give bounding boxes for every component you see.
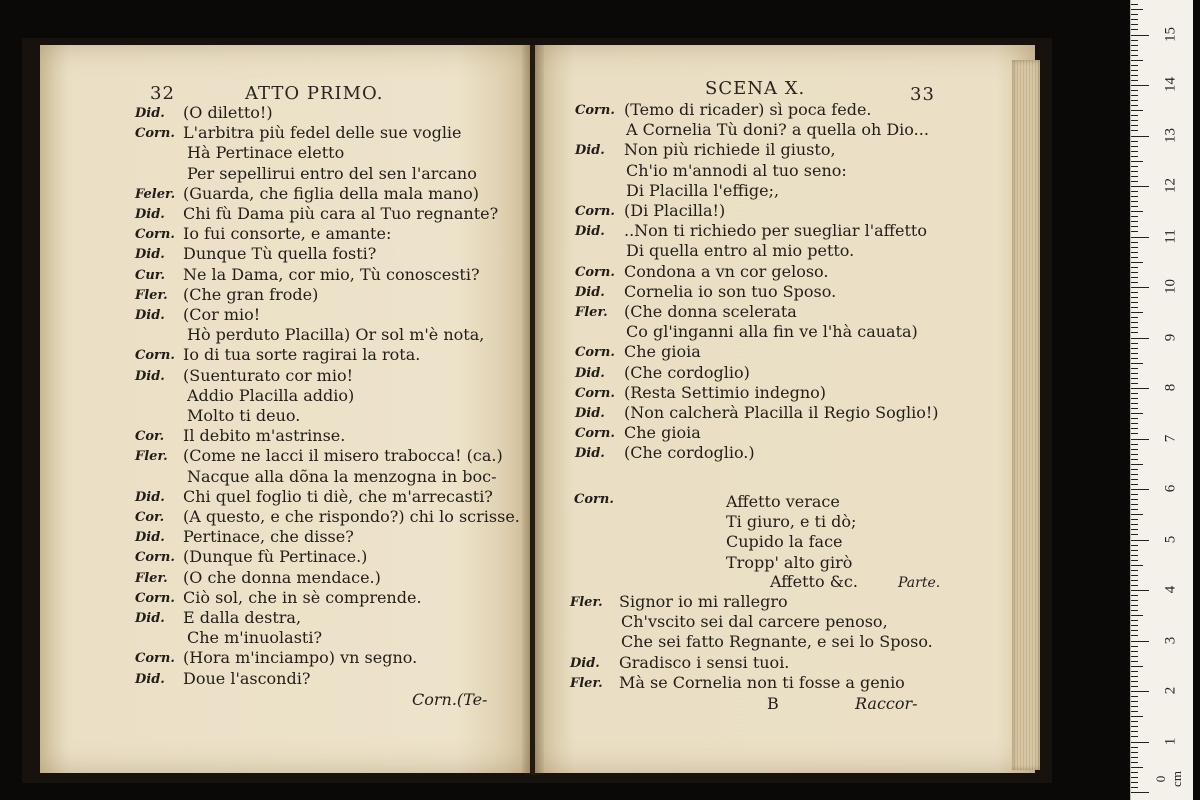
exit-note: Parte. <box>898 575 941 591</box>
ruler-tick <box>1131 555 1138 556</box>
gutter-shadow <box>522 45 544 775</box>
verse-line: Non più richiede il giusto, <box>624 140 836 160</box>
ruler-tick <box>1131 600 1138 601</box>
ruler-tick <box>1131 297 1138 298</box>
verse-line: Io fui consorte, e amante: <box>183 224 392 244</box>
verse-line: Ch'io m'annodi al tuo seno: <box>626 160 847 180</box>
ruler-tick <box>1131 24 1138 25</box>
ruler-tick <box>1131 206 1138 207</box>
verse-line: Io di tua sorte ragirai la rota. <box>183 345 421 365</box>
ruler-tick <box>1131 408 1138 409</box>
verse-line: Nacque alla dõna la menzogna in boc- <box>187 466 497 486</box>
verse-line: (Dunque fù Pertinace.) <box>183 547 368 567</box>
ruler-tick <box>1131 605 1138 606</box>
speaker-label: Fler. <box>575 305 608 320</box>
ruler-tick <box>1131 721 1138 722</box>
ruler-tick <box>1131 282 1138 283</box>
verse-line: Hà Pertinace eletto <box>187 143 345 163</box>
ruler-tick <box>1131 545 1138 546</box>
ruler-tick <box>1131 423 1138 424</box>
ruler-tick <box>1131 706 1138 707</box>
ruler-number: 4 <box>1162 585 1179 594</box>
ruler-tick <box>1131 398 1138 399</box>
ruler-tick <box>1131 529 1138 530</box>
ruler-tick <box>1131 454 1138 455</box>
speaker-label: Did. <box>575 446 605 462</box>
ruler-tick <box>1131 519 1138 520</box>
ruler-tick <box>1131 681 1138 682</box>
speaker-label: Did. <box>575 406 605 421</box>
ruler-tick <box>1131 161 1143 162</box>
ruler-tick <box>1131 353 1138 354</box>
ruler-tick <box>1131 615 1143 616</box>
ruler-tick <box>1131 550 1138 551</box>
ruler-tick <box>1131 40 1138 41</box>
ruler-tick <box>1131 70 1138 71</box>
ruler-tick <box>1131 146 1138 147</box>
ruler-tick <box>1131 343 1138 344</box>
ruler-tick <box>1131 666 1143 667</box>
ruler-tick <box>1131 610 1138 611</box>
ruler-number: 1 <box>1162 737 1179 745</box>
ruler-tick <box>1131 151 1138 152</box>
signature-mark: B <box>767 694 779 713</box>
speaker-label: Fler. <box>135 570 168 586</box>
ruler-tick <box>1131 95 1138 96</box>
verse-line: Cornelia io son tuo Sposo. <box>624 281 837 301</box>
verse-line: Mà se Cornelia non ti fosse a genio <box>619 672 905 692</box>
ruler-tick <box>1131 35 1149 36</box>
verse-line: Ch'vscito sei dal carcere penoso, <box>621 612 888 632</box>
ruler-tick <box>1131 14 1138 15</box>
ruler-tick <box>1131 287 1149 288</box>
ruler-number: 9 <box>1162 333 1179 341</box>
speaker-label: Corn. <box>135 227 175 243</box>
ruler-tick <box>1131 524 1138 525</box>
ruler-tick <box>1131 181 1138 182</box>
ruler-tick <box>1131 221 1138 222</box>
speaker-label: Fler. <box>135 287 168 303</box>
ruler-tick <box>1131 514 1143 515</box>
ruler-tick <box>1131 433 1138 434</box>
speaker-label: Feler. <box>135 186 176 202</box>
speaker-label: Did. <box>135 489 165 505</box>
ruler-tick <box>1131 358 1138 359</box>
ruler-tick <box>1131 499 1138 500</box>
ruler-tick <box>1131 792 1149 793</box>
ruler-tick <box>1131 302 1138 303</box>
ruler-tick <box>1131 736 1138 737</box>
verse-line: Signor io mi rallegro <box>619 592 788 611</box>
ruler-tick <box>1131 226 1138 227</box>
ruler-tick <box>1131 646 1138 647</box>
verse-line: (Cor mio! <box>183 305 261 324</box>
ruler-tick <box>1131 130 1138 131</box>
ruler-tick <box>1131 716 1143 717</box>
verse-line: (Temo di ricader) sì poca fede. <box>624 100 872 119</box>
ruler-number: 14 <box>1162 77 1179 92</box>
verse-line: Condona a vn cor geloso. <box>624 261 829 281</box>
speaker-label: Did. <box>135 671 165 687</box>
ruler-tick <box>1131 469 1138 470</box>
ruler-tick <box>1131 570 1138 571</box>
ruler-tick <box>1131 50 1138 51</box>
ruler-tick <box>1131 60 1143 61</box>
ruler-tick <box>1131 787 1138 788</box>
speaker-label: Did. <box>135 106 165 121</box>
ruler-tick <box>1131 338 1149 339</box>
speaker-label: Corn. <box>575 385 615 401</box>
verse-line: (Che donna scelerata <box>624 302 797 321</box>
ruler-tick <box>1131 757 1138 758</box>
verse-line: Chi fù Dama più cara al Tuo regnante? <box>183 204 499 223</box>
ruler-tick <box>1131 211 1143 212</box>
speaker-label: Corn. <box>135 126 175 142</box>
ruler-tick <box>1131 580 1138 581</box>
left-page-header: ATTO PRIMO. <box>245 83 384 104</box>
ruler-tick <box>1131 560 1138 561</box>
ruler-tick <box>1131 651 1138 652</box>
ruler-tick <box>1131 630 1138 631</box>
ruler-tick <box>1131 595 1138 596</box>
ruler-tick <box>1131 742 1149 743</box>
ruler-tick <box>1131 125 1138 126</box>
ruler-tick <box>1131 141 1138 142</box>
ruler-tick <box>1131 171 1138 172</box>
ruler-tick <box>1131 191 1138 192</box>
ruler-tick <box>1131 277 1138 278</box>
ruler-tick <box>1131 9 1143 10</box>
ruler-number: 10 <box>1162 279 1179 294</box>
verse-line: Molto ti deuo. <box>187 406 301 425</box>
verse-line: Di Placilla l'effige;, <box>626 180 780 200</box>
ruler-tick <box>1131 19 1138 20</box>
ruler-tick <box>1131 247 1138 248</box>
ruler-tick <box>1131 439 1149 440</box>
right-catchword: Raccor- <box>855 694 918 713</box>
verse-line: A Cornelia Tù doni? a quella oh Dio... <box>626 120 929 140</box>
verse-line: Hò perduto Placilla) Or sol m'è nota, <box>187 325 485 345</box>
ruler-tick <box>1131 322 1138 323</box>
speaker-label: Corn. <box>575 345 615 361</box>
aria-end: Affetto &c. <box>770 572 858 591</box>
ruler-number: 11 <box>1162 228 1179 244</box>
ruler-tick <box>1131 444 1138 445</box>
verse-line: (Come ne lacci il misero trabocca! (ca.) <box>183 446 503 466</box>
ruler-tick <box>1131 332 1138 333</box>
ruler-tick <box>1131 201 1138 202</box>
verse-line: (Di Placilla!) <box>624 201 726 220</box>
ruler-tick <box>1131 585 1138 586</box>
ruler-tick <box>1131 4 1138 5</box>
ruler-tick <box>1131 383 1138 384</box>
ruler-tick <box>1131 90 1138 91</box>
ruler-tick <box>1131 635 1138 636</box>
speaker-label: Corn. <box>135 590 175 606</box>
ruler-tick <box>1131 731 1138 732</box>
ruler-tick <box>1131 75 1138 76</box>
verse-line: (Che gran frode) <box>183 284 319 304</box>
left-page-number: 32 <box>150 83 175 104</box>
ruler-tick <box>1131 403 1138 404</box>
ruler-tick <box>1131 671 1138 672</box>
ruler-tick <box>1131 575 1138 576</box>
ruler-tick <box>1131 136 1149 137</box>
verse-line: Ciò sol, che in sè comprende. <box>183 587 422 607</box>
verse-line: (Che cordoglio.) <box>624 443 755 463</box>
ruler-tick <box>1131 711 1138 712</box>
verse-line: (Che cordoglio) <box>624 362 750 382</box>
ruler-tick <box>1131 317 1138 318</box>
ruler-tick <box>1131 418 1138 419</box>
verse-line: Che gioia <box>624 423 701 443</box>
ruler-tick <box>1131 231 1138 232</box>
ruler-tick <box>1131 474 1138 475</box>
verse-line: Ne la Dama, cor mio, Tù conoscesti? <box>183 264 480 284</box>
ruler-tick <box>1131 272 1138 273</box>
speaker-label: Did. <box>575 143 605 159</box>
ruler-tick <box>1131 509 1138 510</box>
ruler-tick <box>1131 307 1138 308</box>
speaker-label: Fler. <box>570 595 603 610</box>
verse-line: (Suenturato cor mio! <box>183 365 354 385</box>
ruler-tick <box>1131 45 1138 46</box>
ruler-tick <box>1131 156 1138 157</box>
ruler-tick <box>1131 267 1138 268</box>
speaker-label: Did. <box>575 284 605 300</box>
ruler-number: 8 <box>1162 383 1179 392</box>
speaker-label: Did. <box>135 247 165 263</box>
ruler-tick <box>1131 363 1143 364</box>
ruler-tick <box>1131 464 1143 465</box>
ruler-tick <box>1131 696 1138 697</box>
ruler-tick <box>1131 262 1143 263</box>
verse-line: Il debito m'astrinse. <box>183 426 346 446</box>
ruler-tick <box>1131 348 1138 349</box>
speaker-label: Corn. <box>575 103 615 118</box>
ruler-tick <box>1131 620 1138 621</box>
right-page-header: SCENA X. <box>705 78 806 99</box>
ruler-tick <box>1131 479 1138 480</box>
speaker-label: Fler. <box>135 449 168 465</box>
ruler-tick <box>1131 459 1138 460</box>
ruler-tick <box>1131 80 1138 81</box>
ruler-tick <box>1131 590 1149 591</box>
speaker-label: Did. <box>135 530 165 546</box>
ruler-number: 3 <box>1162 636 1179 644</box>
speaker-label: Did. <box>135 611 165 626</box>
ruler-tick <box>1131 292 1138 293</box>
measurement-ruler <box>1130 0 1193 800</box>
verse-line: Pertinace, che disse? <box>183 527 354 547</box>
ruler-tick <box>1131 762 1138 763</box>
verse-line: (O diletto!) <box>183 103 273 122</box>
ruler-tick <box>1131 110 1143 111</box>
ruler-tick <box>1131 752 1138 753</box>
verse-line: (A questo, e che rispondo?) chi lo scrisse. <box>183 507 520 526</box>
left-catchword: Corn.(Te- <box>412 690 488 709</box>
ruler-tick <box>1131 393 1138 394</box>
verse-line: (O che donna mendace.) <box>183 567 381 587</box>
ruler-tick <box>1131 29 1138 30</box>
ruler-tick <box>1131 378 1138 379</box>
aria-line: Ti giuro, e ti dò; <box>726 512 857 532</box>
ruler-tick <box>1131 237 1149 238</box>
ruler-tick <box>1131 105 1138 106</box>
verse-line: Doue l'ascondi? <box>183 668 311 688</box>
ruler-number: 15 <box>1162 26 1179 42</box>
speaker-label: Did. <box>135 368 165 384</box>
verse-line: Chi quel foglio ti diè, che m'arrecasti? <box>183 486 493 506</box>
verse-line: Gradisco i sensi tuoi. <box>619 652 790 672</box>
ruler-number: 12 <box>1162 178 1179 193</box>
ruler-tick <box>1131 676 1138 677</box>
ruler-tick <box>1131 252 1138 253</box>
ruler-tick <box>1131 782 1138 783</box>
ruler-number: 13 <box>1162 127 1179 143</box>
aria-speaker: Corn. <box>574 492 614 507</box>
ruler-tick <box>1131 242 1138 243</box>
ruler-tick <box>1131 691 1149 692</box>
speaker-label: Corn. <box>135 550 175 566</box>
ruler-number: 5 <box>1162 535 1179 543</box>
ruler-tick <box>1131 534 1138 535</box>
ruler-tick <box>1131 625 1138 626</box>
ruler-tick <box>1131 565 1143 566</box>
speaker-label: Cor. <box>135 429 165 445</box>
ruler-tick <box>1131 686 1138 687</box>
ruler-tick <box>1131 186 1149 187</box>
verse-line: ..Non ti richiedo per suegliar l'affetto <box>624 221 927 241</box>
verse-line: Di quella entro al mio petto. <box>626 241 855 261</box>
ruler-number: 7 <box>1162 434 1179 442</box>
speaker-label: Cur. <box>135 267 165 283</box>
ruler-tick <box>1131 413 1143 414</box>
ruler-tick <box>1131 767 1143 768</box>
ruler-tick <box>1131 641 1149 642</box>
ruler-tick <box>1131 166 1138 167</box>
verse-line: (Non calcherà Placilla il Regio Soglio!) <box>624 403 939 422</box>
ruler-tick <box>1131 388 1149 389</box>
ruler-tick <box>1131 701 1138 702</box>
aria-line: Tropp' alto girò <box>726 552 853 572</box>
ruler-tick <box>1131 368 1138 369</box>
speaker-label: Corn. <box>575 426 615 442</box>
ruler-tick <box>1131 726 1138 727</box>
speaker-label: Did. <box>575 365 605 381</box>
aria-line: Affetto verace <box>726 492 840 511</box>
speaker-label: Did. <box>575 224 605 240</box>
verse-line: Che m'inuolasti? <box>187 628 323 648</box>
ruler-tick <box>1131 484 1138 485</box>
ruler-tick <box>1131 65 1138 66</box>
verse-line: Per sepellirui entro del sen l'arcano <box>187 163 477 183</box>
ruler-tick <box>1131 120 1138 121</box>
ruler-tick <box>1131 327 1138 328</box>
speaker-label: Did. <box>135 308 165 323</box>
speaker-label: Corn. <box>135 348 175 364</box>
speaker-label: Corn. <box>575 264 615 280</box>
ruler-tick <box>1131 115 1138 116</box>
ruler-tick <box>1131 312 1143 313</box>
ruler-tick <box>1131 100 1138 101</box>
speaker-label: Corn. <box>135 651 175 667</box>
speaker-label: Cor. <box>135 510 165 525</box>
ruler-tick <box>1131 257 1138 258</box>
ruler-number: 6 <box>1162 484 1179 493</box>
verse-line: Co gl'inganni alla fin ve l'hà cauata) <box>626 322 918 342</box>
verse-line: Che sei fatto Regnante, e sei lo Sposo. <box>621 632 933 652</box>
page-edges <box>1012 60 1040 770</box>
ruler-tick <box>1131 85 1149 86</box>
ruler-unit-label: 0 cm <box>1153 771 1184 787</box>
ruler-tick <box>1131 661 1138 662</box>
verse-line: Addio Placilla addio) <box>187 385 355 405</box>
verse-line: E dalla destra, <box>183 608 302 627</box>
ruler-tick <box>1131 428 1138 429</box>
ruler-tick <box>1131 540 1149 541</box>
speaker-label: Corn. <box>575 204 615 219</box>
aria-line: Cupido la face <box>726 532 843 552</box>
ruler-tick <box>1131 504 1138 505</box>
ruler-tick <box>1131 777 1138 778</box>
ruler-tick <box>1131 373 1138 374</box>
verse-line: (Hora m'inciampo) vn segno. <box>183 648 418 668</box>
verse-line: (Guarda, che figlia della mala mano) <box>183 183 479 203</box>
ruler-tick <box>1131 489 1149 490</box>
verse-line: Dunque Tù quella fosti? <box>183 244 377 264</box>
ruler-tick <box>1131 449 1138 450</box>
ruler-tick <box>1131 494 1138 495</box>
speaker-label: Did. <box>135 207 165 222</box>
right-page-number: 33 <box>910 84 935 105</box>
verse-line: (Resta Settimio indegno) <box>624 382 826 402</box>
speaker-label: Did. <box>570 655 600 671</box>
speaker-label: Fler. <box>570 675 603 691</box>
ruler-tick <box>1131 772 1138 773</box>
ruler-tick <box>1131 656 1138 657</box>
ruler-tick <box>1131 196 1138 197</box>
ruler-number: 2 <box>1162 686 1179 695</box>
verse-line: L'arbitra più fedel delle sue voglie <box>183 123 462 143</box>
ruler-tick <box>1131 55 1138 56</box>
ruler-tick <box>1131 176 1138 177</box>
ruler-tick <box>1131 216 1138 217</box>
verse-line: Che gioia <box>624 342 701 362</box>
ruler-tick <box>1131 747 1138 748</box>
